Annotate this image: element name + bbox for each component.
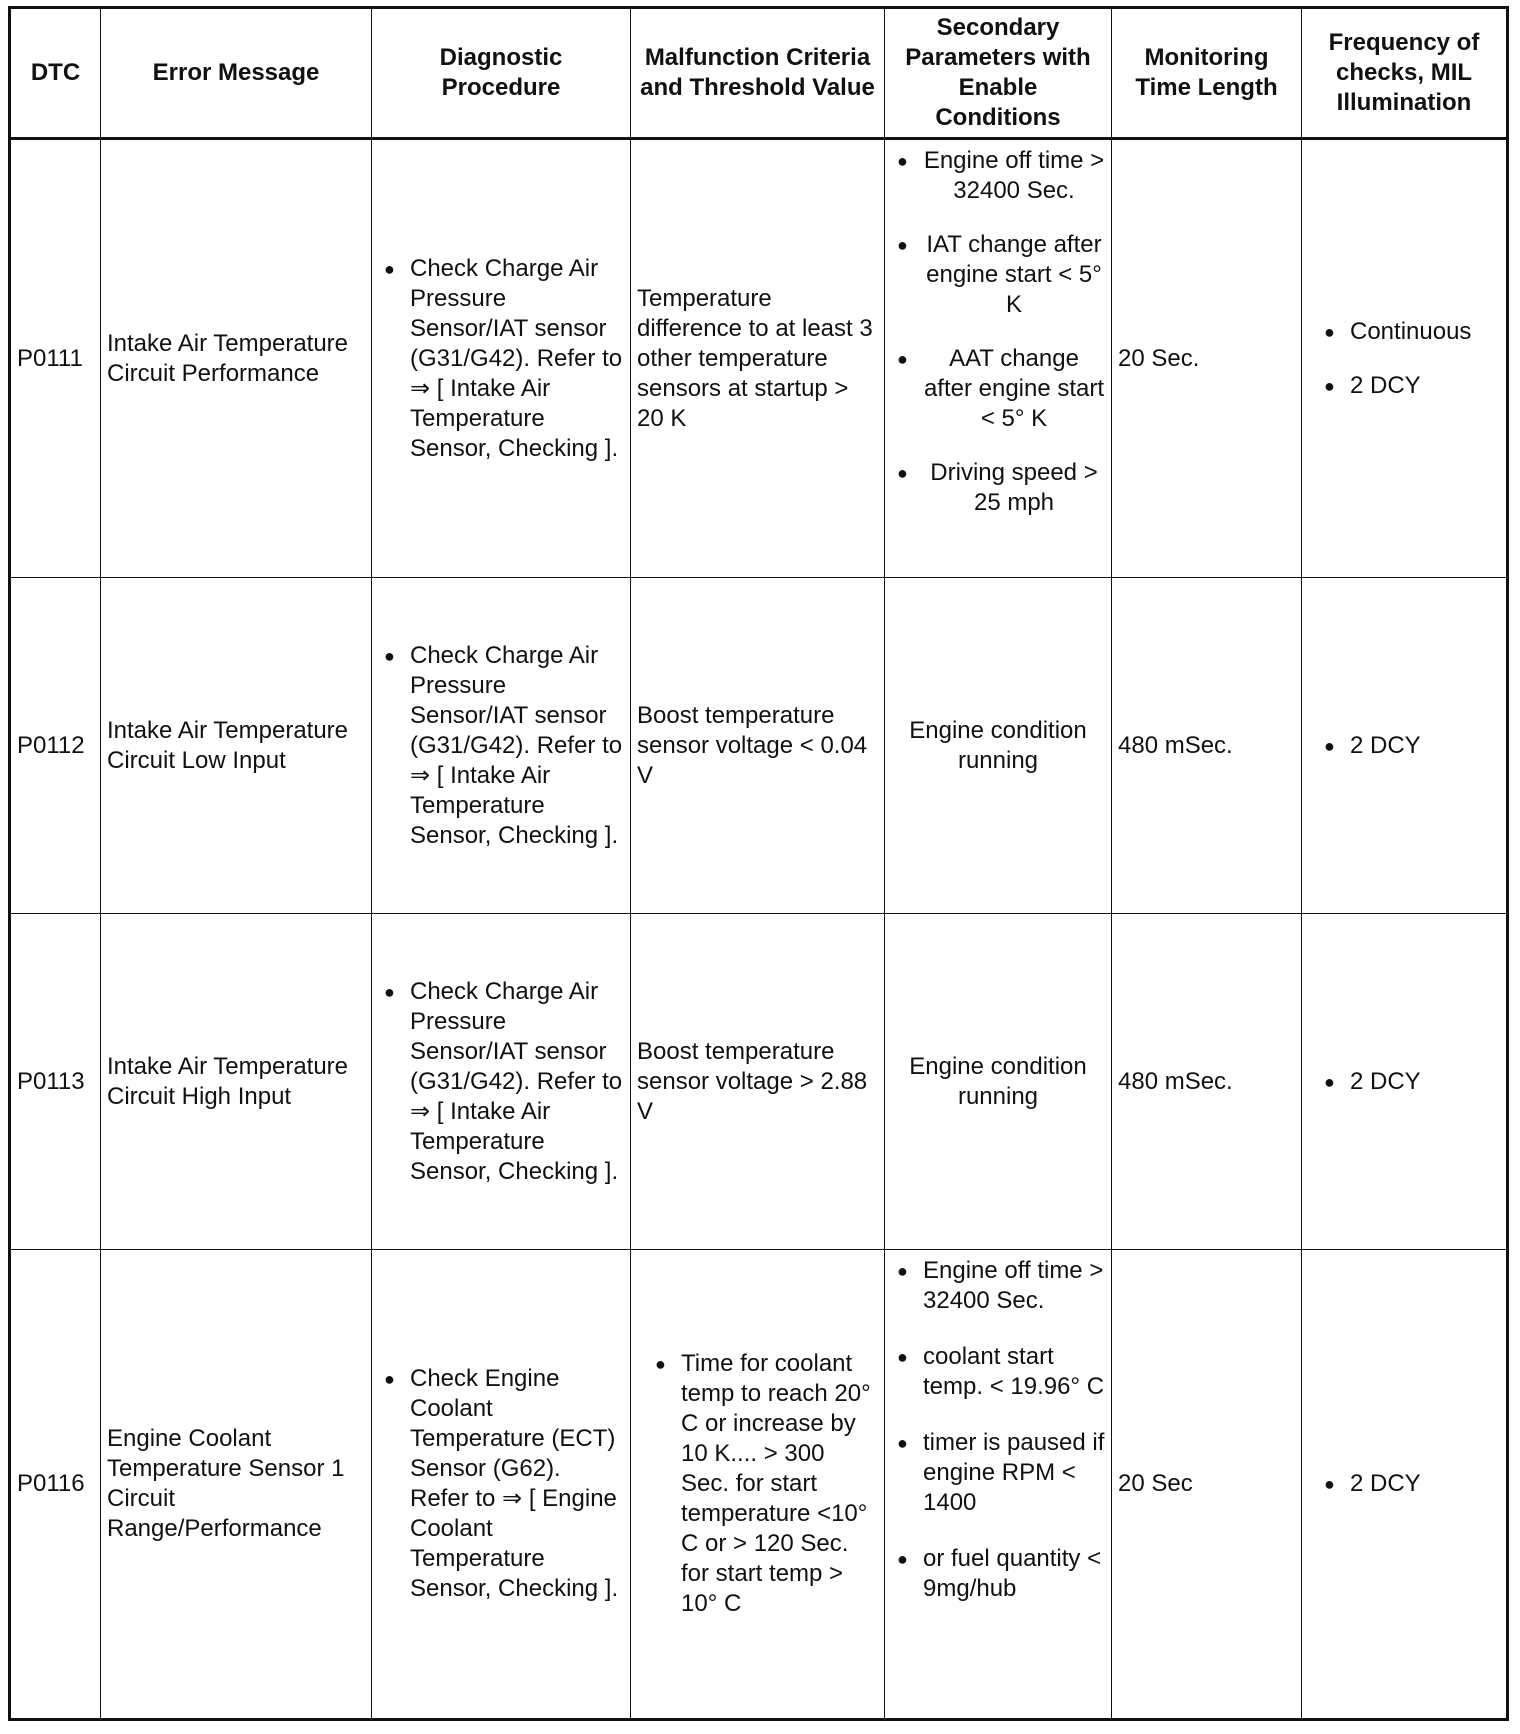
dtc-code: P0111 [10, 139, 101, 578]
frequency [1302, 578, 1508, 914]
header-secondary-parameters: Secondary Parameters with Enable Conditions [885, 8, 1112, 139]
secondary-item: ● timer is paused if engine RPM < 1400 [891, 1428, 1105, 1518]
frequency-item: ● 2 DCY [1318, 1067, 1500, 1097]
header-malfunction-criteria: Malfunction Criteria and Threshold Value [631, 8, 885, 139]
secondary-item: ● coolant start temp. < 19.96° C [891, 1342, 1105, 1402]
table-row [10, 914, 1508, 1250]
frequency [1302, 139, 1508, 578]
header-error-message: Error Message [101, 8, 372, 139]
criteria-item: ● Time for coolant temp to reach 20° C or increase by 10 K.... > 300 Sec. for start temperature <10° C or > 120 Sec. for start temp > 10° C [649, 1349, 878, 1619]
frequency-item: ● Continuous [1318, 317, 1500, 347]
procedure-item: ● Check Charge Air Pressure Sensor/IAT sensor (G31/G42). Refer to ⇒ [ Intake Air Temperature Sensor, Checking ]. [378, 977, 624, 1187]
table-row [10, 578, 1508, 914]
malfunction-criteria [631, 1250, 885, 1720]
diagnostic-procedure [372, 578, 631, 914]
monitoring-time: 20 Sec [1112, 1250, 1302, 1720]
secondary-parameters: Engine condition running [885, 914, 1112, 1250]
table-row [10, 1250, 1508, 1720]
secondary-parameters [885, 139, 1112, 578]
secondary-item: ● IAT change after engine start < 5° K [891, 230, 1105, 320]
secondary-item: ● AAT change after engine start < 5° K [891, 344, 1105, 434]
frequency [1302, 914, 1508, 1250]
dtc-code: P0112 [10, 578, 101, 914]
frequency-item: ● 2 DCY [1318, 371, 1500, 401]
secondary-item: ● or fuel quantity < 9mg/hub [891, 1544, 1105, 1604]
diagnostic-procedure [372, 914, 631, 1250]
secondary-parameters: Engine condition running [885, 578, 1112, 914]
table-row [10, 139, 1508, 578]
header-monitoring-time: Monitoring Time Length [1112, 8, 1302, 139]
monitoring-time: 480 mSec. [1112, 914, 1302, 1250]
error-message: Engine Coolant Temperature Sensor 1 Circuit Range/Performance [101, 1250, 372, 1720]
header-diagnostic-procedure: Diagnostic Procedure [372, 8, 631, 139]
diagnostic-procedure [372, 1250, 631, 1720]
procedure-item: ● Check Charge Air Pressure Sensor/IAT sensor (G31/G42). Refer to ⇒ [ Intake Air Temperature Sensor, Checking ]. [378, 254, 624, 464]
procedure-item: ● Check Charge Air Pressure Sensor/IAT sensor (G31/G42). Refer to ⇒ [ Intake Air Temperature Sensor, Checking ]. [378, 641, 624, 851]
procedure-item: ● Check Engine Coolant Temperature (ECT) Sensor (G62). Refer to ⇒ [ Engine Coolant Temperature Sensor, Checking ]. [378, 1364, 624, 1604]
header-row [10, 8, 1508, 139]
secondary-item: ● Engine off time > 32400 Sec. [891, 1256, 1105, 1316]
diagnostic-procedure [372, 139, 631, 578]
dtc-table [8, 6, 1509, 1721]
dtc-table-sheet [8, 6, 1509, 1721]
secondary-item: ● Engine off time > 32400 Sec. [891, 146, 1105, 206]
monitoring-time: 20 Sec. [1112, 139, 1302, 578]
error-message: Intake Air Temperature Circuit High Input [101, 914, 372, 1250]
malfunction-criteria: Temperature difference to at least 3 other temperature sensors at startup > 20 K [631, 139, 885, 578]
dtc-code: P0113 [10, 914, 101, 1250]
monitoring-time: 480 mSec. [1112, 578, 1302, 914]
malfunction-criteria: Boost temperature sensor voltage > 2.88 V [631, 914, 885, 1250]
secondary-parameters [885, 1250, 1112, 1720]
frequency-item: ● 2 DCY [1318, 731, 1500, 761]
frequency-item: ● 2 DCY [1318, 1469, 1500, 1499]
frequency [1302, 1250, 1508, 1720]
secondary-item: ● Driving speed > 25 mph [891, 458, 1105, 518]
header-dtc: DTC [10, 8, 101, 139]
error-message: Intake Air Temperature Circuit Performance [101, 139, 372, 578]
error-message: Intake Air Temperature Circuit Low Input [101, 578, 372, 914]
malfunction-criteria: Boost temperature sensor voltage < 0.04 V [631, 578, 885, 914]
header-frequency: Frequency of checks, MIL Illumination [1302, 8, 1508, 139]
dtc-code: P0116 [10, 1250, 101, 1720]
